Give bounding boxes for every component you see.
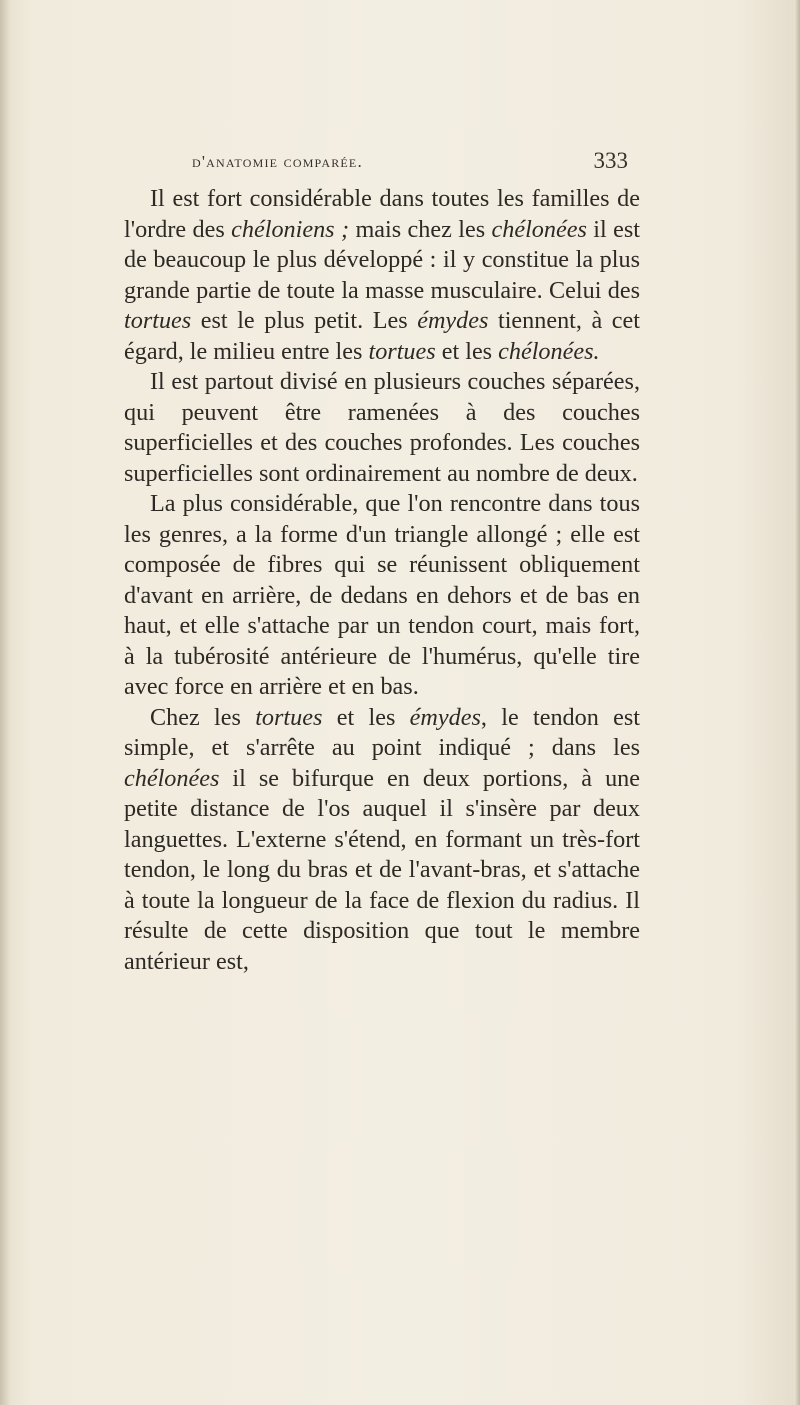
italic-term: chélonées [124,764,220,792]
italic-term: chélonées. [498,337,600,365]
text-run: , le tendon est simple, et s'arrête au point indiqué ; dans les [124,703,640,761]
italic-term: chéloniens ; [231,215,350,243]
italic-term: tortues [255,703,323,731]
text-run: La plus considérable, que l'on rencontre dans tous les genres, a la forme d'un triangle allongé ; elle est composée de fibres qui se réunissent obliquement d'avant en arrière, de dedans en dehors et de bas en haut, et elle s'attache par un tendon court, mais fort, à la tubérosité antérieure de l'humérus, qu'elle tire avec force en arrière et en bas. [124,490,640,700]
text-run: il se bifurque en deux portions, à une petite distance de l'os auquel il s'insère par deux languettes. L'externe s'étend, en formant un très-fort tendon, le long du bras et de l'avant-bras, et s'attache à toute la longueur de la face de flexion du radius. Il résulte de cette disposition que tout le membre antérieur est, [124,764,640,975]
binding-gutter [0,0,10,1405]
italic-term: émydes [417,307,489,334]
text-run: il est de beaucoup le plus développé : il y constitue la plus grande partie de toute la masse musculaire. Celui des [124,215,640,304]
text-run: est le plus petit. Les [191,307,418,334]
paragraph [124,489,640,703]
text-run: Chez les [150,703,256,731]
paragraph [124,367,640,489]
text-run: et les [435,337,499,365]
italic-term: tortues [124,307,192,334]
text-run: Il est partout divisé en plusieurs couches séparées, qui peuvent être ramenées à des couches superficielles et des couches profondes. Les couches superficielles sont ordinairement au nombre de deux. [124,368,640,487]
text-run: et les [322,703,410,731]
italic-term: chélonées [491,215,587,243]
page-number: 333 [593,148,628,173]
text-run: mais chez les [349,215,492,243]
italic-term: émydes [409,703,481,731]
text-run: tiennent, à cet égard, le milieu entre les [124,307,640,365]
paragraph [124,703,640,978]
text-run: Il est fort considérable dans toutes les familles de l'ordre des [124,185,640,243]
page-header [192,150,628,180]
paragraph [124,184,640,367]
italic-term: tortues [368,337,436,365]
running-head: d'anatomie comparée. [192,152,363,171]
page-edge [794,0,800,1405]
body-text [124,184,640,977]
